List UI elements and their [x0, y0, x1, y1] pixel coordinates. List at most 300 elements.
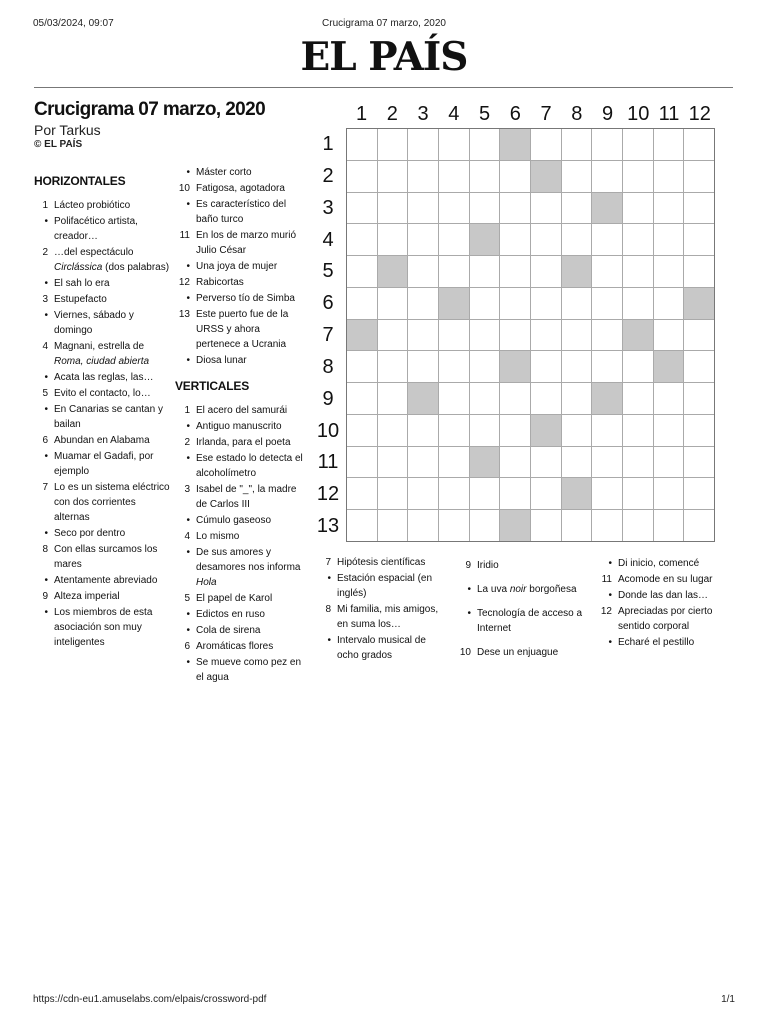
grid-cell[interactable] [378, 320, 409, 352]
grid-block-cell [592, 193, 623, 225]
clue-text: Estación espacial (en inglés) [337, 573, 433, 599]
grid-cell[interactable] [531, 447, 562, 479]
clue-number [175, 545, 190, 560]
clue-text: En los de marzo murió Julio César [196, 230, 297, 256]
grid-cell[interactable] [592, 224, 623, 256]
clue-text: Este puerto fue de la URSS y ahora pertenece a Ucrania [196, 309, 289, 350]
clue-number: 12 [178, 277, 190, 288]
clue-item[interactable] [175, 623, 307, 638]
clue-number: 9 [465, 560, 471, 571]
grid-cell[interactable] [408, 478, 439, 510]
grid-column-number: 5 [478, 103, 491, 125]
clue-text: Cúmulo gaseoso [196, 515, 272, 526]
clue-item[interactable] [33, 402, 171, 432]
clue-text: Máster corto [196, 167, 252, 178]
clue-item[interactable] [597, 604, 727, 634]
grid-block-cell [684, 288, 715, 320]
clue-item[interactable] [175, 607, 307, 622]
grid-cell[interactable] [531, 193, 562, 225]
grid-cell[interactable] [684, 510, 715, 542]
grid-cell[interactable] [592, 351, 623, 383]
grid-cell[interactable] [439, 383, 470, 415]
clue-list-verticales-cont-1 [316, 555, 440, 664]
clue-number: 7 [42, 482, 48, 493]
grid-row-number: 6 [322, 292, 334, 315]
clue-text: Es característico del baño turco [196, 199, 287, 225]
clue-number [175, 259, 190, 274]
clue-text: Echaré el pestillo [618, 637, 695, 648]
grid-cell[interactable] [684, 383, 715, 415]
grid-cell[interactable] [592, 320, 623, 352]
crossword-grid[interactable] [346, 128, 715, 542]
grid-cell[interactable] [562, 383, 593, 415]
clue-text: Abundan en Alabama [54, 435, 150, 446]
grid-block-cell [470, 447, 501, 479]
clue-text: Intervalo musical de ocho grados [337, 635, 426, 661]
clue-text: Polifacético artista, creador… [54, 216, 138, 242]
grid-column-number: 12 [688, 103, 711, 125]
grid-cell[interactable] [531, 351, 562, 383]
grid-cell[interactable] [378, 478, 409, 510]
grid-cell[interactable] [592, 288, 623, 320]
grid-block-cell [470, 224, 501, 256]
grid-cell[interactable] [378, 383, 409, 415]
grid-cell[interactable] [470, 415, 501, 447]
grid-cell[interactable] [500, 447, 531, 479]
grid-row-number: 2 [322, 164, 334, 187]
grid-cell[interactable] [439, 256, 470, 288]
grid-cell[interactable] [592, 447, 623, 479]
grid-block-cell [654, 351, 685, 383]
clue-item[interactable] [33, 214, 171, 244]
grid-cell[interactable] [654, 510, 685, 542]
grid-cell[interactable] [408, 320, 439, 352]
grid-cell[interactable] [684, 256, 715, 288]
grid-cell[interactable] [408, 193, 439, 225]
grid-cell[interactable] [408, 224, 439, 256]
clue-item[interactable] [175, 529, 307, 544]
clue-text: El acero del samurái [196, 405, 288, 416]
grid-cell[interactable] [684, 193, 715, 225]
clue-number [597, 588, 612, 603]
clue-item[interactable] [597, 635, 727, 650]
clue-number [175, 197, 190, 212]
clue-item[interactable] [33, 245, 171, 275]
clue-number: 5 [184, 593, 190, 604]
clue-item[interactable] [316, 602, 440, 632]
grid-cell[interactable] [500, 320, 531, 352]
grid-row-number: 5 [322, 260, 334, 283]
grid-cell[interactable] [378, 288, 409, 320]
print-page-number: 1/1 [721, 994, 735, 1005]
horizontales-heading: HORIZONTALES [34, 174, 126, 188]
grid-cell[interactable] [531, 510, 562, 542]
clue-item[interactable] [175, 435, 307, 450]
grid-cell[interactable] [654, 129, 685, 161]
grid-cell[interactable] [378, 193, 409, 225]
clue-item[interactable] [33, 198, 171, 213]
clue-item[interactable] [175, 591, 307, 606]
print-header [33, 18, 735, 32]
grid-cell[interactable] [500, 256, 531, 288]
grid-column-number: 2 [386, 103, 398, 125]
grid-cell[interactable] [654, 478, 685, 510]
clue-number: 11 [179, 230, 190, 241]
grid-column-number: 10 [627, 103, 650, 125]
clue-item[interactable] [175, 513, 307, 528]
clue-number: 13 [178, 309, 190, 320]
clue-text: Iridio [477, 560, 499, 571]
grid-cell[interactable] [347, 383, 378, 415]
print-url: https://cdn-eu1.amuselabs.com/elpais/crossword-pdf [33, 994, 267, 1005]
grid-cell[interactable] [439, 129, 470, 161]
clue-item[interactable] [456, 582, 592, 597]
grid-column-number: 4 [448, 103, 460, 125]
grid-cell[interactable] [592, 415, 623, 447]
clue-item[interactable] [175, 291, 307, 306]
clue-item[interactable] [33, 589, 171, 604]
grid-cell[interactable] [684, 161, 715, 193]
clue-number: 4 [184, 531, 190, 542]
grid-cell[interactable] [654, 256, 685, 288]
clue-number: 2 [184, 437, 190, 448]
grid-row-number: 4 [322, 228, 334, 251]
grid-cell[interactable] [562, 351, 593, 383]
clue-text: Lo mismo [196, 531, 240, 542]
clue-item[interactable] [175, 482, 307, 512]
grid-cell[interactable] [347, 161, 378, 193]
clue-item[interactable] [175, 228, 307, 258]
grid-cell[interactable] [347, 129, 378, 161]
grid-cell[interactable] [654, 193, 685, 225]
puzzle-copyright: © EL PAÍS [34, 139, 83, 150]
grid-cell[interactable] [347, 415, 378, 447]
clue-number: 3 [184, 484, 190, 495]
grid-cell[interactable] [439, 351, 470, 383]
clue-number [597, 556, 612, 571]
clue-text: Hipótesis científicas [337, 557, 426, 568]
clue-item[interactable] [33, 308, 171, 338]
grid-cell[interactable] [347, 256, 378, 288]
grid-cell[interactable] [654, 288, 685, 320]
clue-item[interactable] [33, 605, 171, 650]
grid-cell[interactable] [378, 351, 409, 383]
grid-cell[interactable] [470, 161, 501, 193]
clue-text: Di inicio, comencé [618, 558, 700, 569]
grid-cell[interactable] [623, 351, 654, 383]
print-page-title: Crucigrama 07 marzo, 2020 [322, 18, 446, 29]
clue-number: 5 [42, 388, 48, 399]
grid-cell[interactable] [470, 383, 501, 415]
grid-cell[interactable] [500, 161, 531, 193]
clue-item[interactable] [175, 451, 307, 481]
grid-cell[interactable] [684, 447, 715, 479]
clue-text: El sah lo era [54, 278, 110, 289]
clue-text: Lo es un sistema eléctrico con dos corrientes alternas [54, 482, 170, 523]
grid-cell[interactable] [470, 193, 501, 225]
clue-item[interactable] [175, 403, 307, 418]
clue-item[interactable] [33, 542, 171, 572]
grid-cell[interactable] [562, 129, 593, 161]
clue-item[interactable] [175, 165, 307, 180]
grid-cell[interactable] [500, 478, 531, 510]
grid-cell[interactable] [408, 129, 439, 161]
grid-cell[interactable] [347, 193, 378, 225]
grid-cell[interactable] [562, 447, 593, 479]
clue-number [33, 214, 48, 229]
clue-item[interactable] [33, 276, 171, 291]
grid-cell[interactable] [470, 256, 501, 288]
grid-cell[interactable] [592, 161, 623, 193]
clue-item[interactable] [175, 545, 307, 590]
grid-cell[interactable] [562, 161, 593, 193]
grid-cell[interactable] [592, 478, 623, 510]
clue-item[interactable] [175, 307, 307, 352]
clue-item[interactable] [175, 419, 307, 434]
grid-cell[interactable] [378, 161, 409, 193]
grid-cell[interactable] [347, 510, 378, 542]
grid-cell[interactable] [623, 288, 654, 320]
clue-number [175, 451, 190, 466]
grid-cell[interactable] [623, 415, 654, 447]
clue-number [316, 633, 331, 648]
clue-text: Atentamente abreviado [54, 575, 158, 586]
grid-cell[interactable] [408, 288, 439, 320]
grid-column-number: 6 [509, 103, 521, 125]
grid-cell[interactable] [623, 256, 654, 288]
grid-cell[interactable] [500, 193, 531, 225]
grid-cell[interactable] [470, 320, 501, 352]
clue-number: 4 [42, 341, 48, 352]
clue-text: Rabicortas [196, 277, 244, 288]
clue-number: 10 [178, 183, 190, 194]
grid-cell[interactable] [623, 447, 654, 479]
grid-cell[interactable] [439, 320, 470, 352]
clue-number [316, 571, 331, 586]
clue-list-verticales [175, 403, 307, 686]
grid-block-cell [531, 415, 562, 447]
grid-cell[interactable] [531, 224, 562, 256]
grid-cell[interactable] [378, 129, 409, 161]
grid-cell[interactable] [592, 510, 623, 542]
clue-text: Magnani, estrella de Roma, ciudad abierta [54, 341, 150, 367]
grid-cell[interactable] [684, 320, 715, 352]
grid-cell[interactable] [378, 415, 409, 447]
grid-block-cell [562, 256, 593, 288]
grid-cell[interactable] [623, 478, 654, 510]
clue-number [33, 449, 48, 464]
clue-item[interactable] [456, 606, 592, 636]
grid-cell[interactable] [439, 510, 470, 542]
grid-cell[interactable] [562, 193, 593, 225]
grid-block-cell [500, 351, 531, 383]
header-divider [34, 87, 733, 88]
clue-text: El papel de Karol [196, 593, 273, 604]
grid-cell[interactable] [531, 320, 562, 352]
grid-block-cell [408, 383, 439, 415]
clue-text: Isabel de "_", la madre de Carlos III [196, 484, 297, 510]
clue-text: Estupefacto [54, 294, 107, 305]
grid-cell[interactable] [378, 447, 409, 479]
clue-number [175, 353, 190, 368]
grid-cell[interactable] [562, 320, 593, 352]
grid-cell[interactable] [408, 510, 439, 542]
grid-row-number: 7 [322, 324, 334, 347]
clue-text: La uva noir borgoñesa [477, 584, 577, 595]
grid-cell[interactable] [347, 478, 378, 510]
clue-item[interactable] [175, 275, 307, 290]
grid-cell[interactable] [623, 510, 654, 542]
grid-cell[interactable] [408, 256, 439, 288]
clue-number: 7 [325, 557, 331, 568]
clue-item[interactable] [33, 480, 171, 525]
grid-row-number: 1 [322, 133, 334, 155]
clue-item[interactable] [33, 449, 171, 479]
clue-text: Mi familia, mis amigos, en suma los… [337, 604, 439, 630]
clue-text: Edictos en ruso [196, 609, 265, 620]
clue-item[interactable] [597, 572, 727, 587]
clue-number: 3 [42, 294, 48, 305]
grid-cell[interactable] [408, 415, 439, 447]
grid-cell[interactable] [531, 129, 562, 161]
grid-cell[interactable] [654, 447, 685, 479]
clue-item[interactable] [175, 353, 307, 368]
grid-cell[interactable] [623, 224, 654, 256]
grid-cell[interactable] [408, 447, 439, 479]
grid-cell[interactable] [684, 224, 715, 256]
grid-cell[interactable] [439, 478, 470, 510]
grid-cell[interactable] [347, 224, 378, 256]
clue-text: Ese estado lo detecta el alcoholímetro [196, 453, 303, 479]
clue-item[interactable] [456, 645, 592, 660]
grid-cell[interactable] [347, 447, 378, 479]
clue-item[interactable] [175, 259, 307, 274]
grid-cell[interactable] [378, 510, 409, 542]
grid-cell[interactable] [500, 224, 531, 256]
clue-text: Los miembros de esta asociación son muy inteligentes [54, 607, 153, 648]
grid-cell[interactable] [500, 383, 531, 415]
clue-item[interactable] [597, 556, 727, 571]
grid-cell[interactable] [654, 383, 685, 415]
clue-number [597, 635, 612, 650]
clue-item[interactable] [33, 386, 171, 401]
clue-item[interactable] [33, 292, 171, 307]
grid-cell[interactable] [470, 129, 501, 161]
grid-block-cell [531, 161, 562, 193]
grid-cell[interactable] [439, 161, 470, 193]
clue-item[interactable] [175, 655, 307, 685]
grid-cell[interactable] [531, 288, 562, 320]
clue-item[interactable] [175, 639, 307, 654]
grid-block-cell [623, 320, 654, 352]
clue-number [175, 513, 190, 528]
grid-cell[interactable] [531, 478, 562, 510]
grid-cell[interactable] [378, 224, 409, 256]
clue-number: 11 [601, 574, 612, 585]
clue-number [175, 165, 190, 180]
clue-text: Perverso tío de Simba [196, 293, 295, 304]
masthead-logo: EL PAÍS [300, 34, 468, 80]
grid-cell[interactable] [470, 351, 501, 383]
grid-cell[interactable] [562, 288, 593, 320]
grid-cell[interactable] [684, 351, 715, 383]
clue-item[interactable] [33, 433, 171, 448]
grid-row-number: 13 [316, 515, 340, 538]
grid-cell[interactable] [562, 224, 593, 256]
clue-item[interactable] [597, 588, 727, 603]
grid-cell[interactable] [439, 224, 470, 256]
clue-text: Se mueve como pez en el agua [196, 657, 302, 683]
clue-number [175, 419, 190, 434]
clue-item[interactable] [175, 181, 307, 196]
grid-cell[interactable] [684, 415, 715, 447]
grid-cell[interactable] [470, 510, 501, 542]
clue-item[interactable] [316, 571, 440, 601]
grid-cell[interactable] [500, 415, 531, 447]
clue-number [33, 402, 48, 417]
grid-cell[interactable] [623, 161, 654, 193]
grid-cell[interactable] [654, 161, 685, 193]
grid-cell[interactable] [684, 129, 715, 161]
puzzle-author: Por Tarkus [34, 122, 101, 138]
grid-cell[interactable] [562, 510, 593, 542]
grid-cell[interactable] [347, 351, 378, 383]
grid-cell[interactable] [654, 415, 685, 447]
clue-text: Una joya de mujer [196, 261, 278, 272]
grid-cell[interactable] [623, 383, 654, 415]
clue-text: Acata las reglas, las… [54, 372, 154, 383]
grid-cell[interactable] [500, 288, 531, 320]
grid-cell[interactable] [592, 129, 623, 161]
grid-cell[interactable] [684, 478, 715, 510]
grid-cell[interactable] [439, 447, 470, 479]
grid-cell[interactable] [654, 224, 685, 256]
clue-number [33, 605, 48, 620]
grid-cell[interactable] [592, 256, 623, 288]
clue-item[interactable] [175, 197, 307, 227]
clue-number [456, 582, 471, 597]
clue-item[interactable] [316, 633, 440, 663]
grid-cell[interactable] [470, 288, 501, 320]
grid-cell[interactable] [439, 193, 470, 225]
grid-cell[interactable] [654, 320, 685, 352]
grid-cell[interactable] [531, 256, 562, 288]
clue-item[interactable] [456, 558, 592, 573]
clue-item[interactable] [33, 339, 171, 369]
grid-cell[interactable] [347, 288, 378, 320]
clue-list-verticales-cont-3 [597, 556, 727, 651]
grid-cell[interactable] [470, 478, 501, 510]
clue-item[interactable] [316, 555, 440, 570]
clue-item[interactable] [33, 370, 171, 385]
grid-cell[interactable] [531, 383, 562, 415]
grid-cell[interactable] [408, 161, 439, 193]
clue-text: En Canarias se cantan y bailan [54, 404, 163, 430]
clue-text: Con ellas surcamos los mares [54, 544, 158, 570]
grid-column-number: 11 [658, 103, 680, 125]
clue-number [33, 370, 48, 385]
grid-cell[interactable] [623, 193, 654, 225]
grid-cell[interactable] [439, 415, 470, 447]
grid-cell[interactable] [408, 351, 439, 383]
grid-cell[interactable] [562, 415, 593, 447]
clue-text: Dese un enjuague [477, 647, 559, 658]
grid-cell[interactable] [623, 129, 654, 161]
clue-text: …del espectáculo Circlássica (dos palabras) [54, 247, 170, 273]
clue-text: Seco por dentro [54, 528, 126, 539]
clue-item[interactable] [33, 573, 171, 588]
clue-item[interactable] [33, 526, 171, 541]
